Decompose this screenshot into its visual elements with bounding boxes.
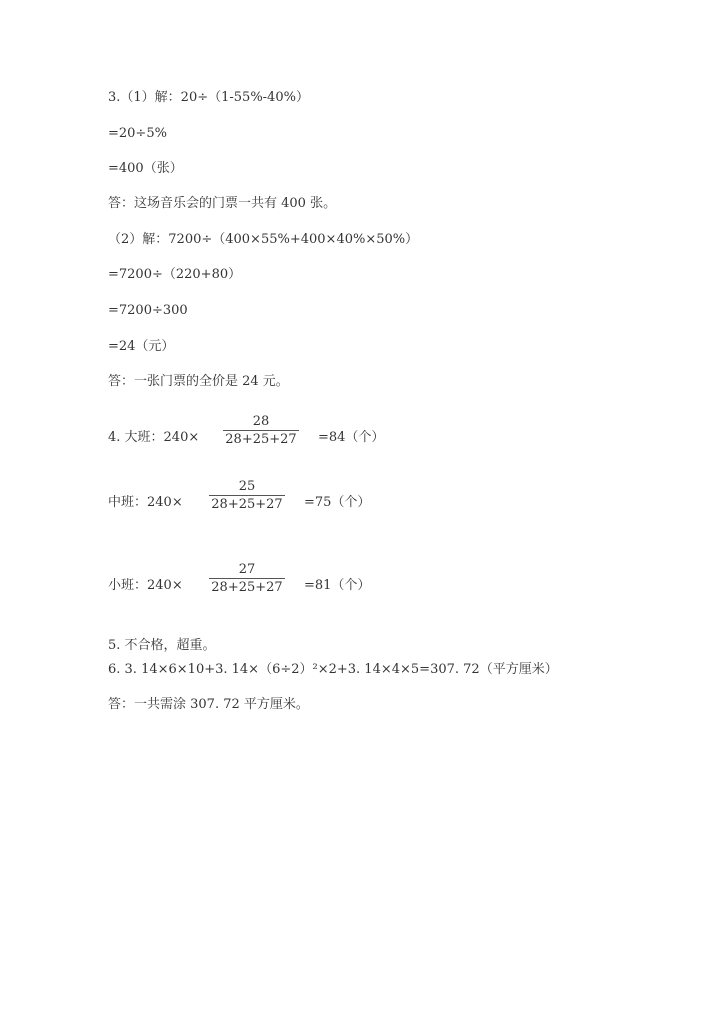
fraction-denominator: 28+25+27 [211,497,283,512]
q3-part1-step2: =400（张） [108,161,183,176]
fraction [223,414,299,447]
q3-part2-answer: 答：一张门票的全价是 24 元。 [108,374,289,389]
fraction-numerator: 28 [252,414,270,429]
fraction [209,562,285,595]
q6-calc: 6. 3. 14×6×10+3. 14×（6÷2）²×2+3. 14×4×5=307. 72（平方厘米） [108,662,558,677]
q3-part2-step3: =24（元） [108,339,175,354]
q3-part2-calc: （2）解：7200÷（400×55%+400×40%×50%） [108,232,419,247]
q4-row-result: =84（个） [318,430,385,445]
q4-row-lead: 小班：240× [108,578,183,593]
q4-row-result: =75（个） [304,495,371,510]
q3-part1-answer: 答：这场音乐会的门票一共有 400 张。 [108,196,337,211]
q3-part2-step1: =7200÷（220+80） [108,267,242,282]
q6-answer: 答：一共需涂 307. 72 平方厘米。 [108,697,309,712]
q4-row-lead: 中班：240× [108,495,183,510]
fraction [209,479,285,512]
fraction-bar [209,495,285,496]
fraction-denominator: 28+25+27 [225,432,297,447]
q3-part1-calc: 3.（1）解：20÷（1-55%-40%） [108,90,309,105]
fraction-numerator: 25 [238,479,256,494]
q3-part2-step2: =7200÷300 [108,303,188,318]
q4-row-large-class [108,414,508,454]
q4-row-small-class [108,562,508,602]
q4-row-result: =81（个） [304,578,371,593]
fraction-bar [209,578,285,579]
fraction-bar [223,430,299,431]
q3-part1-step1: =20÷5% [108,126,167,141]
fraction-numerator: 27 [238,562,256,577]
q4-row-lead: 4. 大班：240× [108,430,200,445]
fraction-denominator: 28+25+27 [211,580,283,595]
q4-row-middle-class [108,479,508,519]
q5-answer: 5. 不合格，超重。 [108,638,216,653]
